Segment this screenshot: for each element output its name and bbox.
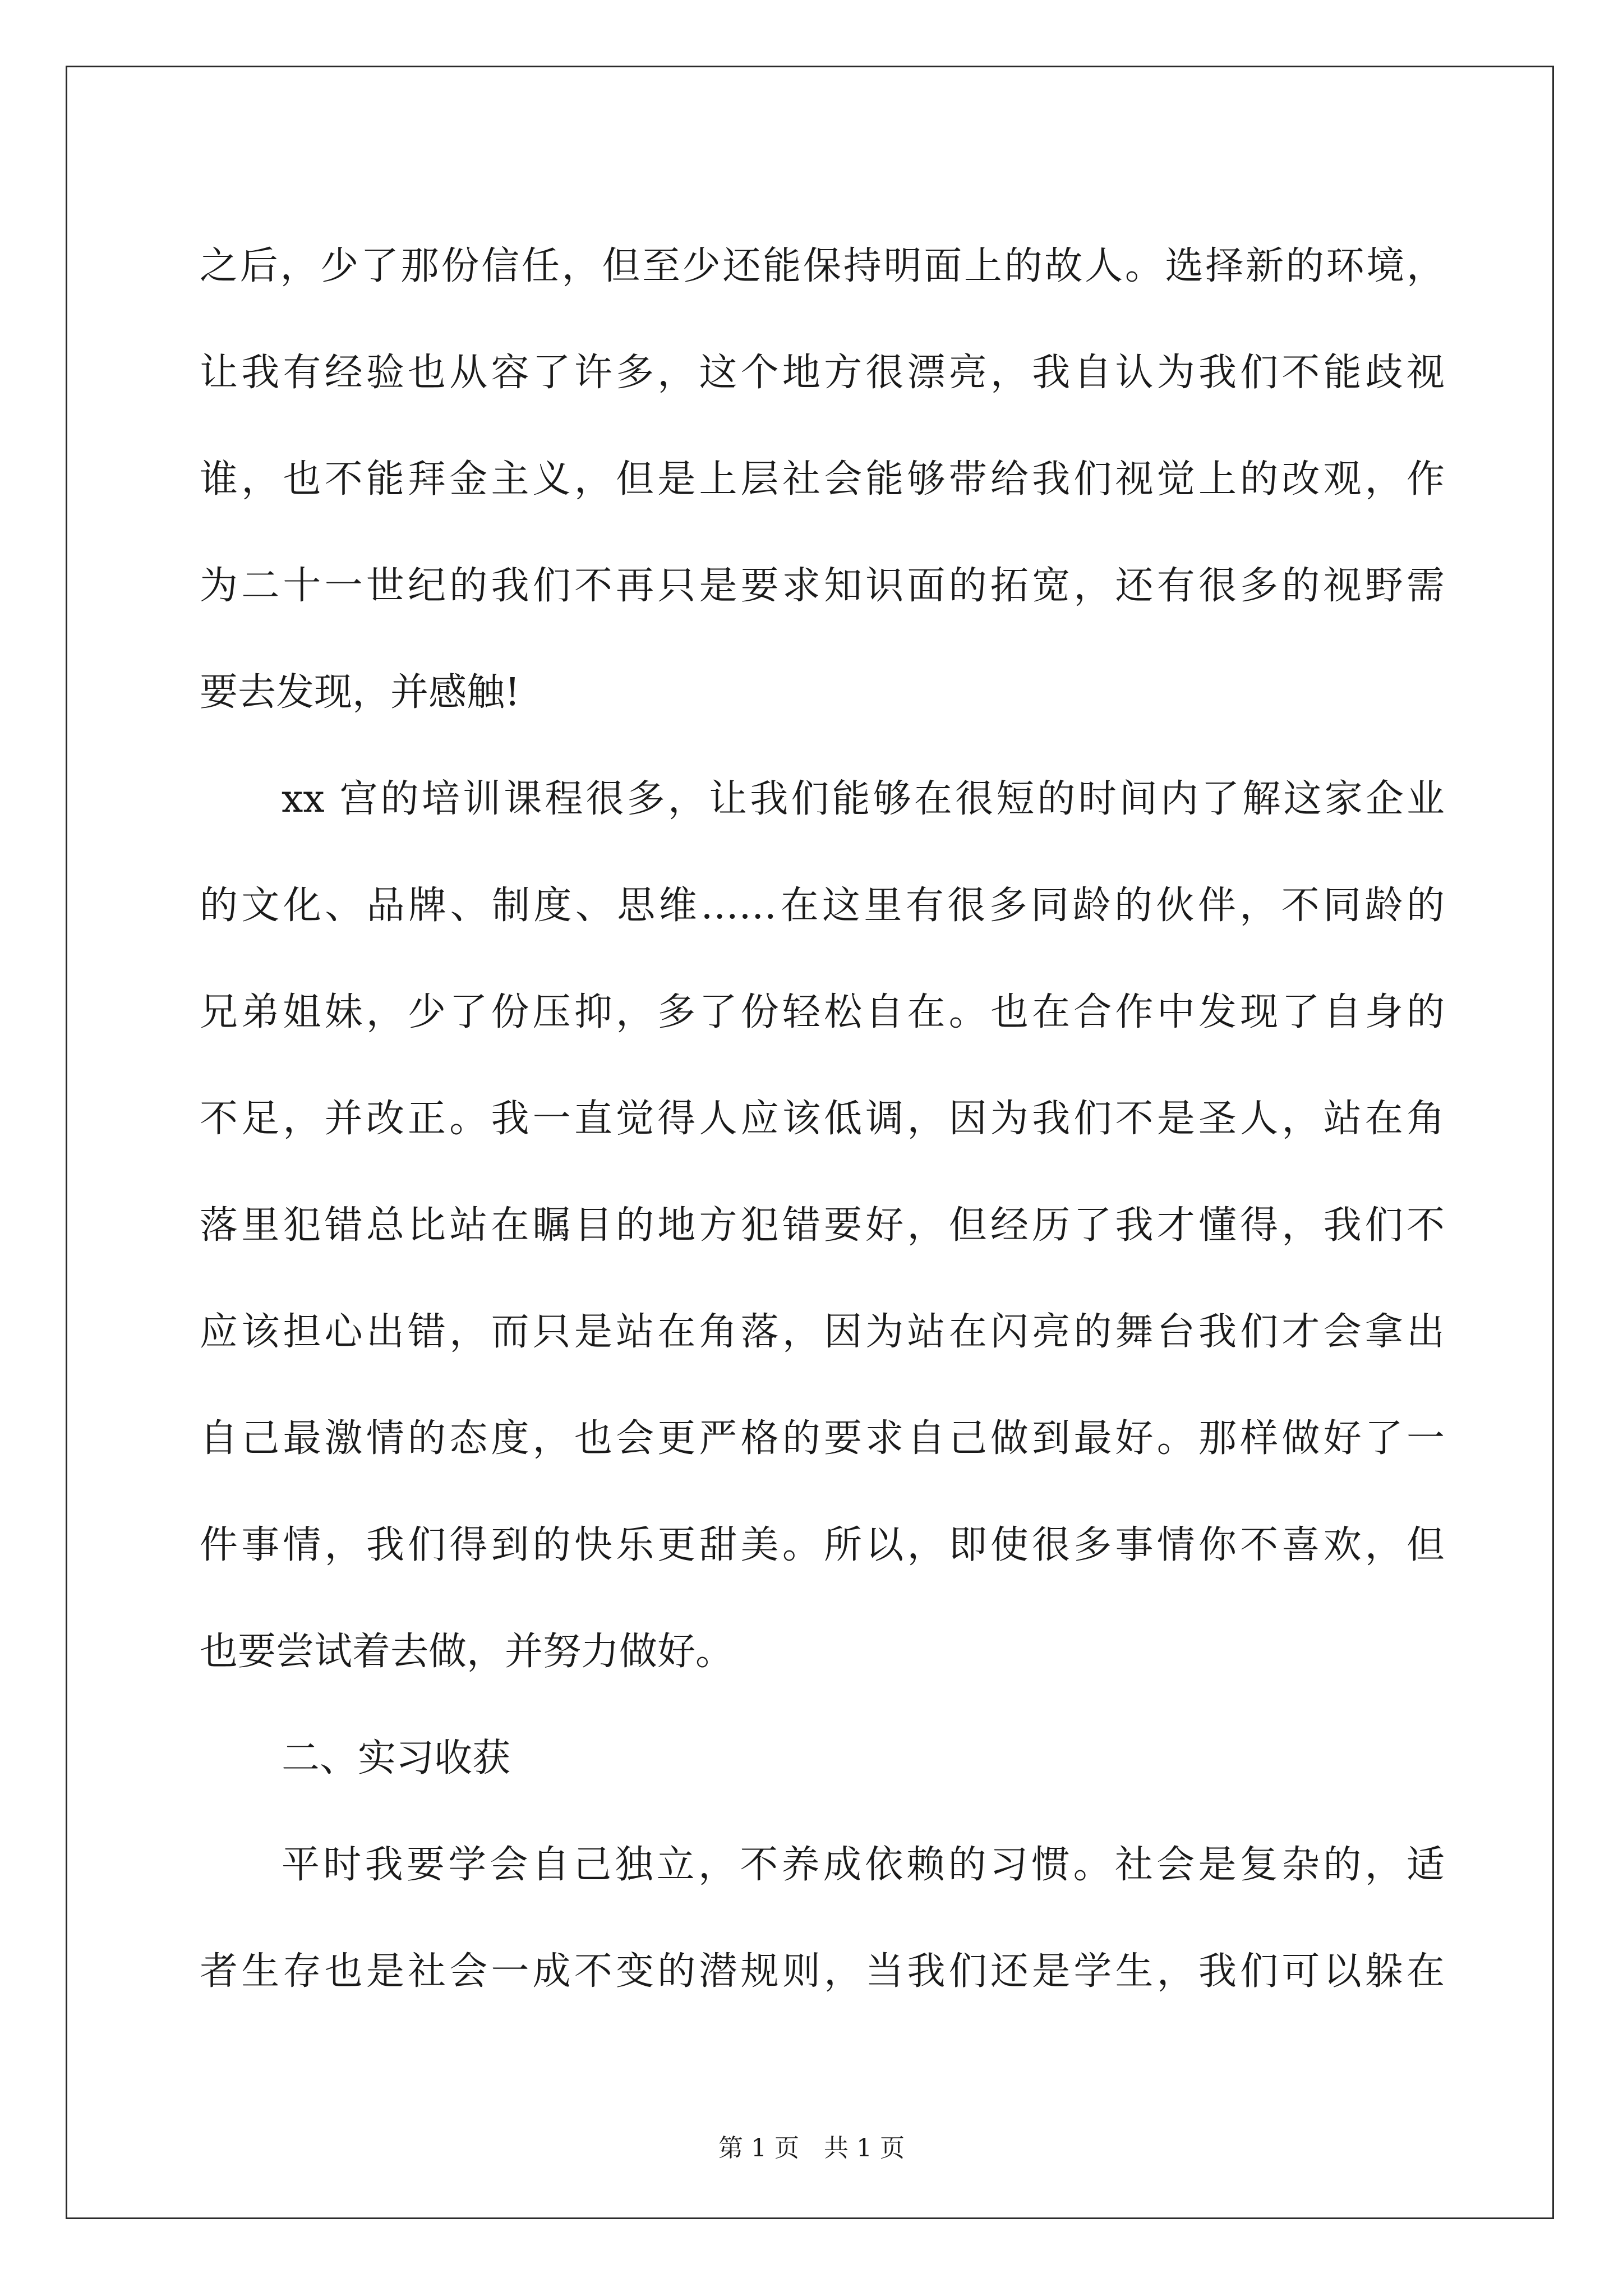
text-line: 应该担心出错，而只是站在角落，因为站在闪亮的舞台我们才会拿出 bbox=[200, 1310, 1445, 1354]
page-footer: 第 1 页 共 1 页 bbox=[718, 2134, 905, 2162]
section-heading: 二、实习收获 bbox=[282, 1736, 511, 1780]
text-line: 不足，并改正。我一直觉得人应该低调，因为我们不是圣人，站在角 bbox=[200, 1097, 1445, 1141]
text-line: 件事情，我们得到的快乐更甜美。所以，即使很多事情你不喜欢，但 bbox=[200, 1523, 1445, 1567]
text-line: 也要尝试着去做，并努力做好。 bbox=[200, 1630, 734, 1674]
document-body bbox=[200, 213, 1445, 2025]
text-line: 落里犯错总比站在瞩目的地方犯错要好，但经历了我才懂得，我们不 bbox=[200, 1203, 1445, 1248]
text-line: 者生存也是社会一成不变的潜规则，当我们还是学生，我们可以躲在 bbox=[200, 1949, 1445, 1994]
text-line: 为二十一世纪的我们不再只是要求知识面的拓宽，还有很多的视野需 bbox=[200, 564, 1445, 608]
text-line: 谁，也不能拜金主义，但是上层社会能够带给我们视觉上的改观，作 bbox=[200, 457, 1445, 501]
text-line: 自己最激情的态度，也会更严格的要求自己做到最好。那样做好了一 bbox=[200, 1416, 1445, 1461]
text-line: 兄弟姐妹，少了份压抑，多了份轻松自在。也在合作中发现了自身的 bbox=[200, 990, 1445, 1034]
paragraph-first-line: xx 宫的培训课程很多，让我们能够在很短的时间内了解这家企业 bbox=[282, 777, 1445, 821]
text-line: 让我有经验也从容了许多，这个地方很漂亮，我自认为我们不能歧视 bbox=[200, 351, 1445, 395]
text-line: 之后，少了那份信任，但至少还能保持明面上的故人。选择新的环境， bbox=[200, 244, 1445, 288]
paragraph-first-line: 平时我要学会自己独立，不养成依赖的习惯。社会是复杂的，适 bbox=[282, 1843, 1445, 1887]
text-line: 的文化、品牌、制度、思维……在这里有很多同龄的伙伴，不同龄的 bbox=[200, 884, 1445, 928]
text-line: 要去发现，并感触! bbox=[200, 670, 520, 715]
